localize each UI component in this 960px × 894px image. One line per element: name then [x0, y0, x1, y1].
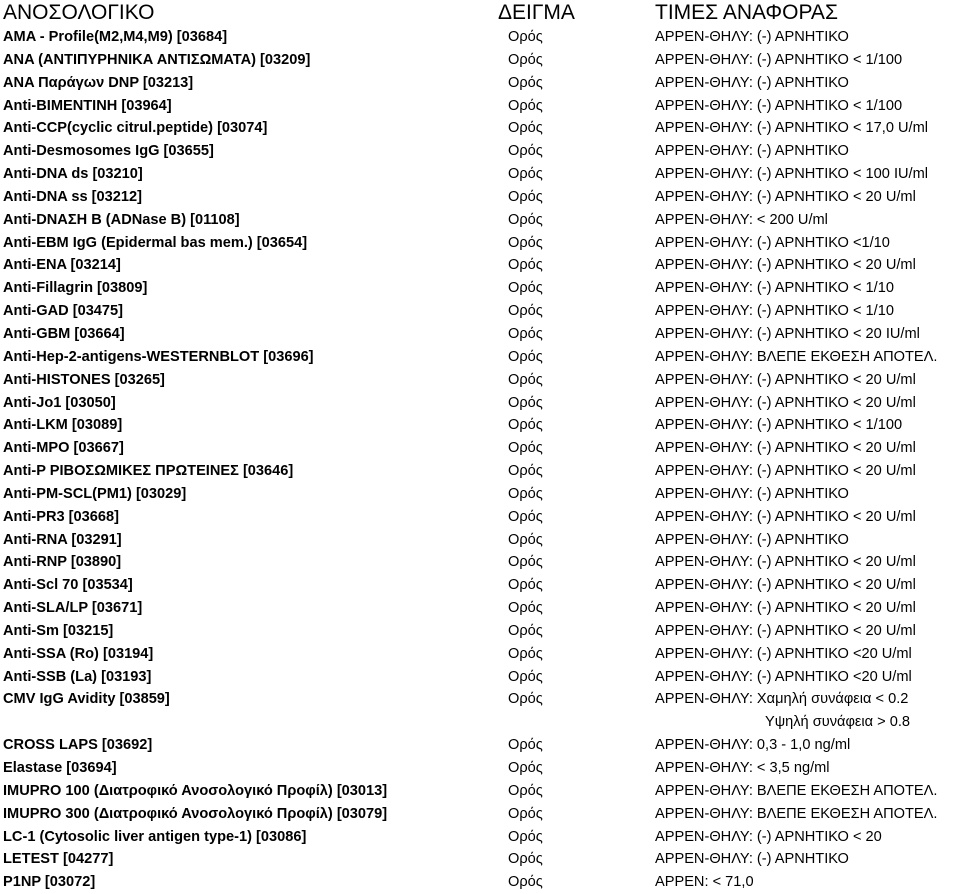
table-row: [0, 209, 960, 232]
sample-type: Ορός: [508, 851, 543, 868]
sample-type: Ορός: [508, 668, 543, 685]
reference-value: ΑΡΡΕΝ-ΘΗΛΥ: (-) ΑΡΝΗΤΙΚΟ: [655, 485, 849, 502]
table-row: [0, 392, 960, 415]
reference-value: ΑΡΡΕΝ-ΘΗΛΥ: (-) ΑΡΝΗΤΙΚΟ < 20 IU/ml: [655, 325, 920, 342]
sample-type: Ορός: [508, 805, 543, 822]
sample-type: Ορός: [508, 143, 543, 160]
reference-value: ΑΡΡΕΝ-ΘΗΛΥ: ΒΛΕΠΕ ΕΚΘΕΣΗ ΑΠΟΤΕΛ.: [655, 348, 938, 365]
table-row: [0, 620, 960, 643]
reference-value: ΑΡΡΕΝ-ΘΗΛΥ: (-) ΑΡΝΗΤΙΚΟ < 20 U/ml: [655, 622, 916, 639]
reference-value: ΑΡΡΕΝ-ΘΗΛΥ: ΒΛΕΠΕ ΕΚΘΕΣΗ ΑΠΟΤΕΛ.: [655, 805, 938, 822]
sample-type: Ορός: [508, 577, 543, 594]
reference-value: ΑΡΡΕΝ-ΘΗΛΥ: (-) ΑΡΝΗΤΙΚΟ < 1/10: [655, 280, 894, 297]
table-row-continuation: [0, 711, 960, 734]
reference-value: ΑΡΡΕΝ-ΘΗΛΥ: (-) ΑΡΝΗΤΙΚΟ < 100 IU/ml: [655, 166, 928, 183]
reference-value: ΑΡΡΕΝ-ΘΗΛΥ: 0,3 - 1,0 ng/ml: [655, 737, 851, 754]
sample-type: Ορός: [508, 371, 543, 388]
reference-value: ΑΡΡΕΝ-ΘΗΛΥ: (-) ΑΡΝΗΤΙΚΟ < 20 U/ml: [655, 577, 916, 594]
test-name: Anti-RNA [03291]: [3, 531, 122, 548]
sample-type: Ορός: [508, 257, 543, 274]
table-row: [0, 254, 960, 277]
header-sample: ΔΕΙΓΜΑ: [498, 1, 575, 24]
test-name: Anti-GAD [03475]: [3, 303, 124, 320]
table-row: [0, 49, 960, 72]
test-name: Elastase [03694]: [3, 760, 117, 776]
sample-type: Ορός: [508, 440, 543, 457]
sample-type: Ορός: [508, 600, 543, 617]
test-name: Anti-DNAΣΗ B (ADNase B) [01108]: [3, 211, 240, 228]
table-row: [0, 277, 960, 300]
test-name: IMUPRO 300 (Διατροφικό Ανοσολογικό Προφίλ) [03079]: [3, 805, 388, 822]
sample-type: Ορός: [508, 782, 543, 799]
test-name: CROSS LAPS [03692]: [3, 737, 153, 754]
reference-value: ΑΡΡΕΝ-ΘΗΛΥ: (-) ΑΡΝΗΤΙΚΟ: [655, 29, 849, 45]
test-name: Anti-DNA ss [03212]: [3, 188, 142, 205]
table-row: [0, 506, 960, 529]
sample-type: Ορός: [508, 188, 543, 205]
test-name: LETEST [04277]: [3, 851, 114, 868]
reference-value: ΑΡΡΕΝ-ΘΗΛΥ: (-) ΑΡΝΗΤΙΚΟ < 20 U/ml: [655, 463, 916, 480]
table-row: [0, 688, 960, 711]
sample-type: Ορός: [508, 760, 543, 776]
table-row: [0, 483, 960, 506]
table-row: [0, 551, 960, 574]
sample-type: Ορός: [508, 97, 543, 114]
test-name: Anti-GBM [03664]: [3, 325, 125, 342]
reference-value: ΑΡΡΕΝ-ΘΗΛΥ: (-) ΑΡΝΗΤΙΚΟ < 1/100: [655, 51, 903, 68]
test-name: AMA - Profile(M2,M4,M9) [03684]: [3, 29, 228, 45]
sample-type: Ορός: [508, 645, 543, 662]
table-row: [0, 757, 960, 780]
reference-value: ΑΡΡΕΝ-ΘΗΛΥ: Χαμηλή συνάφεια < 0.2: [655, 691, 909, 708]
table-row: [0, 369, 960, 392]
reference-value: ΑΡΡΕΝ: < 71,0: [655, 874, 754, 891]
test-list: [0, 26, 960, 894]
table-row: [0, 643, 960, 666]
reference-value: ΑΡΡΕΝ-ΘΗΛΥ: (-) ΑΡΝΗΤΙΚΟ < 20 U/ml: [655, 600, 916, 617]
table-row: [0, 826, 960, 849]
sample-type: Ορός: [508, 531, 543, 548]
test-name: Anti-Fillagrin [03809]: [3, 280, 148, 297]
test-name: Anti-CCP(cyclic citrul.peptide) [03074]: [3, 120, 268, 137]
test-name: Anti-SSB (La) [03193]: [3, 668, 152, 685]
test-name: Anti-LKM [03089]: [3, 417, 123, 434]
table-row: [0, 232, 960, 255]
sample-type: Ορός: [508, 554, 543, 571]
sample-type: Ορός: [508, 463, 543, 480]
table-row: [0, 871, 960, 894]
table-row: [0, 140, 960, 163]
reference-value: ΑΡΡΕΝ-ΘΗΛΥ: (-) ΑΡΝΗΤΙΚΟ < 20 U/ml: [655, 440, 916, 457]
table-row: [0, 529, 960, 552]
sample-type: Ορός: [508, 622, 543, 639]
reference-value: ΑΡΡΕΝ-ΘΗΛΥ: ΒΛΕΠΕ ΕΚΘΕΣΗ ΑΠΟΤΕΛ.: [655, 782, 938, 799]
sample-type: Ορός: [508, 120, 543, 137]
sample-type: Ορός: [508, 234, 543, 251]
reference-value: ΑΡΡΕΝ-ΘΗΛΥ: (-) ΑΡΝΗΤΙΚΟ < 20 U/ml: [655, 508, 916, 525]
test-name: LC-1 (Cytosolic liver antigen type-1) [03086]: [3, 828, 307, 845]
test-name: P1NP [03072]: [3, 874, 96, 891]
reference-value: ΑΡΡΕΝ-ΘΗΛΥ: (-) ΑΡΝΗΤΙΚΟ < 1/10: [655, 303, 894, 320]
test-name: Anti-Hep-2-antigens-WESTERNBLOT [03696]: [3, 348, 314, 365]
sample-type: Ορός: [508, 280, 543, 297]
reference-value: ΑΡΡΕΝ-ΘΗΛΥ: (-) ΑΡΝΗΤΙΚΟ < 20 U/ml: [655, 257, 916, 274]
test-name: IMUPRO 100 (Διατροφικό Ανοσολογικό Προφίλ) [03013]: [3, 782, 388, 799]
sample-type: Ορός: [508, 417, 543, 434]
header-name: ΑΝΟΣΟΛΟΓΙΚΟ: [3, 1, 155, 24]
table-row: [0, 414, 960, 437]
reference-value: ΑΡΡΕΝ-ΘΗΛΥ: (-) ΑΡΝΗΤΙΚΟ: [655, 74, 849, 91]
test-name: Anti-P ΡΙΒΟΣΩΜΙΚΕΣ ΠΡΩΤΕΙΝΕΣ [03646]: [3, 463, 294, 480]
reference-value: ΑΡΡΕΝ-ΘΗΛΥ: (-) ΑΡΝΗΤΙΚΟ <20 U/ml: [655, 645, 912, 662]
test-name: Anti-ENA [03214]: [3, 257, 121, 274]
sample-type: Ορός: [508, 325, 543, 342]
test-name: ANA (ΑΝΤΙΠΥΡΗΝΙΚΑ ΑΝΤΙΣΩΜΑΤΑ) [03209]: [3, 51, 311, 68]
reference-value: ΑΡΡΕΝ-ΘΗΛΥ: (-) ΑΡΝΗΤΙΚΟ < 20 U/ml: [655, 394, 916, 411]
sample-type: Ορός: [508, 485, 543, 502]
reference-value: ΑΡΡΕΝ-ΘΗΛΥ: (-) ΑΡΝΗΤΙΚΟ < 20 U/ml: [655, 554, 916, 571]
sample-type: Ορός: [508, 348, 543, 365]
sample-type: Ορός: [508, 828, 543, 845]
reference-value: ΑΡΡΕΝ-ΘΗΛΥ: (-) ΑΡΝΗΤΙΚΟ < 20 U/ml: [655, 188, 916, 205]
sample-type: Ορός: [508, 29, 543, 45]
test-name: Anti-Desmosomes IgG [03655]: [3, 143, 214, 160]
reference-value: ΑΡΡΕΝ-ΘΗΛΥ: (-) ΑΡΝΗΤΙΚΟ < 1/100: [655, 97, 903, 114]
sample-type: Ορός: [508, 211, 543, 228]
table-row: [0, 437, 960, 460]
reference-value: ΑΡΡΕΝ-ΘΗΛΥ: (-) ΑΡΝΗΤΙΚΟ: [655, 143, 849, 160]
reference-value: ΑΡΡΕΝ-ΘΗΛΥ: (-) ΑΡΝΗΤΙΚΟ < 20 U/ml: [655, 371, 916, 388]
table-row: [0, 323, 960, 346]
table-row: [0, 574, 960, 597]
table-row: [0, 95, 960, 118]
test-name: Anti-RNP [03890]: [3, 554, 122, 571]
test-name: Anti-SLA/LP [03671]: [3, 600, 143, 617]
table-row: [0, 300, 960, 323]
sample-type: Ορός: [508, 874, 543, 891]
sample-type: Ορός: [508, 737, 543, 754]
test-name: Anti-PR3 [03668]: [3, 508, 119, 525]
table-row: [0, 734, 960, 757]
sample-type: Ορός: [508, 691, 543, 708]
test-name: Anti-PM-SCL(PM1) [03029]: [3, 485, 187, 502]
reference-value: ΑΡΡΕΝ-ΘΗΛΥ: < 3,5 ng/ml: [655, 760, 830, 776]
sample-type: Ορός: [508, 51, 543, 68]
test-name: CMV IgG Avidity [03859]: [3, 691, 170, 708]
reference-value: ΑΡΡΕΝ-ΘΗΛΥ: (-) ΑΡΝΗΤΙΚΟ < 20: [655, 828, 882, 845]
reference-value: ΑΡΡΕΝ-ΘΗΛΥ: (-) ΑΡΝΗΤΙΚΟ <1/10: [655, 234, 890, 251]
table-row: [0, 163, 960, 186]
test-name: Anti-ΒΙΜΕΝΤΙΝΗ [03964]: [3, 97, 172, 114]
sample-type: Ορός: [508, 166, 543, 183]
reference-value: ΑΡΡΕΝ-ΘΗΛΥ: (-) ΑΡΝΗΤΙΚΟ < 17,0 U/ml: [655, 120, 928, 137]
test-name: Anti-MPO [03667]: [3, 440, 124, 457]
test-name: Anti-Sm [03215]: [3, 622, 114, 639]
test-name: Anti-Jo1 [03050]: [3, 394, 116, 411]
table-row: [0, 72, 960, 95]
sample-type: Ορός: [508, 394, 543, 411]
table-row: [0, 26, 960, 49]
table-row: [0, 848, 960, 871]
test-name: Anti-Scl 70 [03534]: [3, 577, 133, 594]
reference-value: ΑΡΡΕΝ-ΘΗΛΥ: (-) ΑΡΝΗΤΙΚΟ: [655, 851, 849, 868]
table-row: [0, 186, 960, 209]
table-row: [0, 346, 960, 369]
sample-type: Ορός: [508, 508, 543, 525]
reference-value-line2: Υψηλή συνάφεια > 0.8: [765, 714, 911, 731]
table-row: [0, 460, 960, 483]
table-row: [0, 780, 960, 803]
test-name: Anti-DNA ds [03210]: [3, 166, 143, 183]
sample-type: Ορός: [508, 303, 543, 320]
table-row: [0, 803, 960, 826]
sample-type: Ορός: [508, 74, 543, 91]
reference-value: ΑΡΡΕΝ-ΘΗΛΥ: (-) ΑΡΝΗΤΙΚΟ: [655, 531, 849, 548]
test-name: ANA Παράγων DNP [03213]: [3, 74, 194, 91]
test-name: Anti-SSA (Ro) [03194]: [3, 645, 154, 662]
reference-value: ΑΡΡΕΝ-ΘΗΛΥ: < 200 U/ml: [655, 211, 828, 228]
test-name: Anti-EBM IgG (Epidermal bas mem.) [03654]: [3, 234, 308, 251]
reference-value: ΑΡΡΕΝ-ΘΗΛΥ: (-) ΑΡΝΗΤΙΚΟ < 1/100: [655, 417, 903, 434]
table-header: [0, 0, 960, 26]
table-row: [0, 666, 960, 689]
table-row: [0, 597, 960, 620]
test-name: Anti-HISTONES [03265]: [3, 371, 165, 388]
reference-value: ΑΡΡΕΝ-ΘΗΛΥ: (-) ΑΡΝΗΤΙΚΟ <20 U/ml: [655, 668, 912, 685]
table-row: [0, 117, 960, 140]
header-reference: ΤΙΜΕΣ ΑΝΑΦΟΡΑΣ: [655, 1, 838, 24]
